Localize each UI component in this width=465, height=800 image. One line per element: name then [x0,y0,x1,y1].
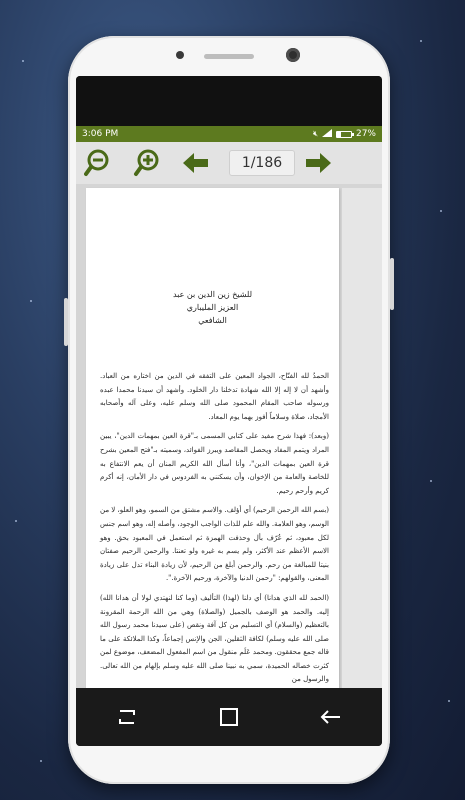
status-time: 3:06 PM [82,129,119,139]
navigation-bar [76,688,382,746]
side-button-left [64,298,68,346]
document-page[interactable] [86,188,339,688]
front-camera [286,48,300,62]
battery-percent: 27% [355,129,376,139]
author-line: للشيخ زين الدين بن عبد [172,290,253,299]
author-block [86,288,339,327]
paragraph: (وبعد): فهذا شرح مفيد على كتابي المسمى بـ"قرة العين بمهمات الدين"، يبين المراد ويتمم المفاد ويحصل المقاصد ويبرز الفوائد، وسميته بـ"فتح المعين بشرح قرة العين بمهمات الدين"، وأنا أسأل الله الكريم المنان أن يعم الانتفاع به للخاصة والعامة من الإخوان، وأن يسكنني به الفردوس في دار الأمان، إنه أكرم كريم وأرحم رحيم. [100,432,329,495]
page-indicator[interactable] [229,150,295,176]
arrow-right-icon[interactable] [304,148,334,178]
paragraph: (بسم الله الرحمن الرحيم) أي أؤلف. والاسم مشتق من السمو، وهو العلو، لا من الوسم، وهو العلامة. والله علم للذات الواجب الوجود، وأصله إله، وهو اسم جنس لكل معبود، ثم عُرّف بأل وحذفت الهمزة ثم استعمل في المعبود بحق. وهو الاسم الأعظم عند الأكثر، ولم يسم به غيره ولو تعنتا. والرحمن الرحيم صفتان بنيتا للمبالغة من رحم. والرحمن أبلغ من الرحيم، لأن زيادة البناء تدل على زيادة المعنى، والقولهم: "رحمن الدنيا والآخرة، ورحيم الآخرة.". [100,506,329,583]
arrow-left-icon[interactable] [180,148,210,178]
phone-frame [68,36,390,784]
page-scroll-track[interactable] [342,188,382,688]
page-body [100,370,329,688]
silent-icon: 🔇︎ [312,129,318,138]
back-icon[interactable] [301,697,361,737]
paragraph: الحمدُ لله الفتّاح، الجواد المعين على التفقه في الدين من اختاره من العباد. وأشهد أن لا إله إلا الله شهادة تدخلنا دار الخلود. وأشهد أن سيدنا محمدا عبده ورسوله صاحب المقام المحمود صلى الله وسلم عليه، وعلى آله وأصحابه الأمجاد، صلاة وسلاماً أفوز بهما يوم المعاد. [100,372,329,421]
sensor-dot [176,51,184,59]
phone-screen [76,76,382,746]
page-number: 1/186 [241,155,283,171]
screen-top-bar [76,76,382,126]
signal-icon [322,129,332,140]
home-icon[interactable] [199,697,259,737]
battery-icon [336,131,352,138]
zoom-in-icon[interactable] [132,148,162,178]
zoom-out-icon[interactable] [84,148,114,178]
reader-toolbar [76,142,382,184]
author-line: الشافعي [198,316,227,325]
status-bar [76,126,382,142]
document-viewer[interactable] [76,184,382,688]
side-button-right [390,258,394,310]
battery-fill [337,132,341,137]
recent-apps-icon[interactable] [97,697,157,737]
paragraph: (الحمد لله الذي هدانا) أي دلنا (لهذا) التأليف (وما كنا لنهتدي لولا أن هدانا الله) إليه. والحمد هو الوصف بالجميل (والصلاة) وهي من الله الرحمة المقرونة بالتعظيم (والسلام) أي التسليم من كل آفة ونقص (على سيدنا محمد رسول الله صلى الله عليه وسلم) لكافة الثقلين، الجن والإنس إجماعاً، وكذا الملائكة على ما قاله جمع محققون. ومحمد عَلَم منقول من اسم المفعول المضعف، موضوع لمن كثرت خصاله الحميدة، سمي به نبينا صلى الله عليه وسلم بإلهام من الله تعالى. والرسول من [100,593,329,684]
author-line: العزيز المليباري [186,303,239,312]
earpiece [204,54,254,59]
